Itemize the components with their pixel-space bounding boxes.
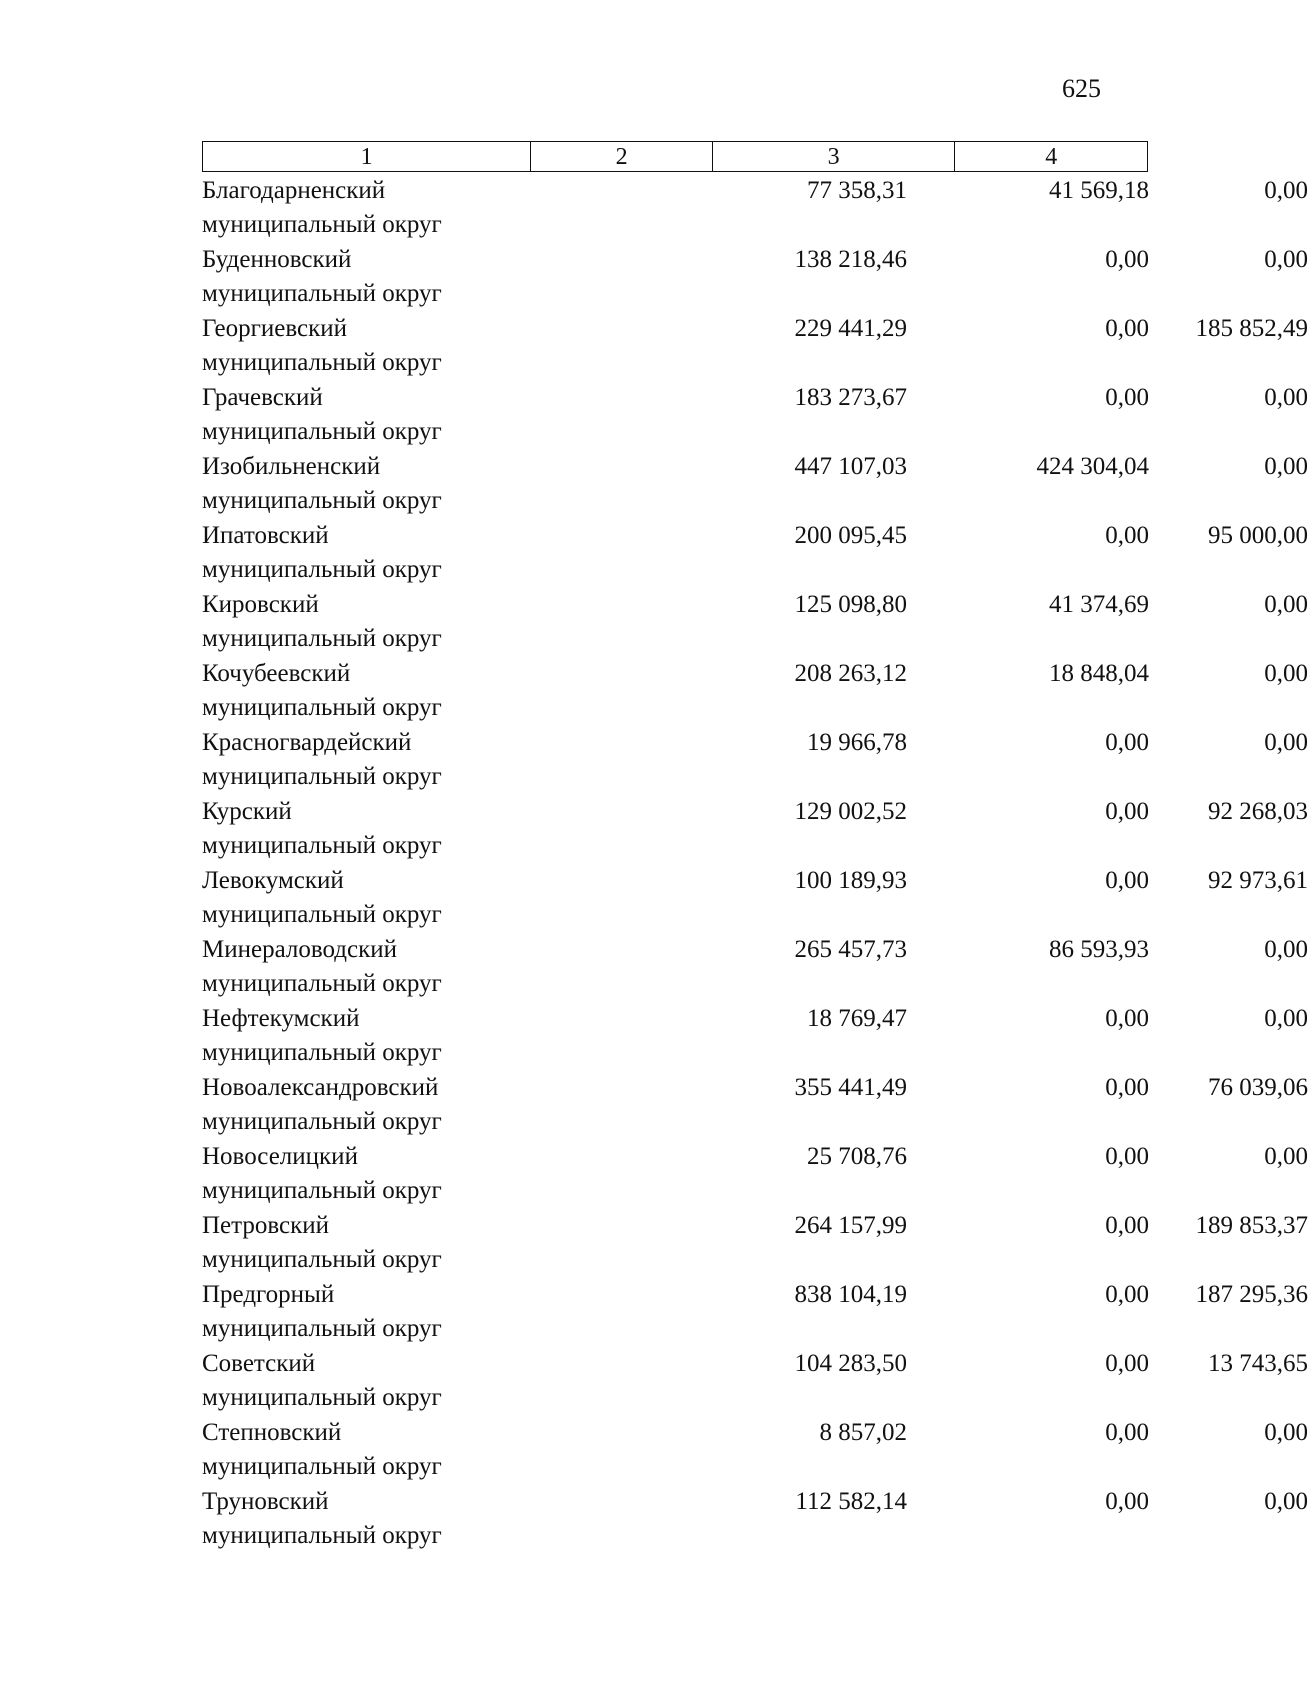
table-row [196, 1207, 1308, 1276]
table-row [196, 655, 1308, 724]
value-col-2: 138 218,46 [794, 246, 907, 273]
district-name: Левокумский [202, 867, 344, 894]
value-col-4: 0,00 [1264, 591, 1308, 618]
value-col-4: 0,00 [1264, 729, 1308, 756]
district-type: муниципальный округ [202, 901, 442, 928]
district-name: Петровский [202, 1212, 330, 1239]
district-type: муниципальный округ [202, 1453, 442, 1480]
value-col-2: 19 966,78 [807, 729, 907, 756]
table-row [196, 931, 1308, 1000]
district-name: Буденновский [202, 246, 352, 273]
district-name-cell [202, 450, 522, 518]
value-col-4: 189 853,37 [1195, 1212, 1308, 1239]
value-col-3: 0,00 [1105, 246, 1149, 273]
district-name-cell [202, 933, 522, 1001]
district-type: муниципальный округ [202, 763, 442, 790]
page-number: 625 [1062, 74, 1101, 103]
district-name: Новоселицкий [202, 1143, 358, 1170]
table-header [202, 141, 1148, 172]
value-col-2: 100 189,93 [794, 867, 907, 894]
district-type: муниципальный округ [202, 625, 442, 652]
district-type: муниципальный округ [202, 832, 442, 859]
value-col-3: 0,00 [1105, 798, 1149, 825]
district-name: Грачевский [202, 384, 323, 411]
district-name-cell [202, 381, 522, 449]
value-col-3: 0,00 [1105, 867, 1149, 894]
district-name-cell [202, 795, 522, 863]
value-col-4: 0,00 [1264, 177, 1308, 204]
value-col-4: 187 295,36 [1195, 1281, 1308, 1308]
district-name-cell [202, 1002, 522, 1070]
district-type: муниципальный округ [202, 1315, 442, 1342]
district-name: Красногвардейский [202, 729, 412, 756]
table-row [196, 724, 1308, 793]
district-name-cell [202, 726, 522, 794]
value-col-3: 0,00 [1105, 522, 1149, 549]
district-type: муниципальный округ [202, 280, 442, 307]
value-col-3: 0,00 [1105, 1281, 1149, 1308]
district-name-cell [202, 312, 522, 380]
value-col-2: 104 283,50 [794, 1350, 907, 1377]
value-col-4: 13 743,65 [1208, 1350, 1308, 1377]
value-col-4: 0,00 [1264, 384, 1308, 411]
value-col-2: 208 263,12 [794, 660, 907, 687]
value-col-4: 0,00 [1264, 1488, 1308, 1515]
district-name: Предгорный [202, 1281, 335, 1308]
value-col-2: 125 098,80 [794, 591, 907, 618]
column-header-4: 4 [1045, 144, 1058, 170]
table-row [196, 586, 1308, 655]
district-name: Георгиевский [202, 315, 348, 342]
value-col-4: 0,00 [1264, 936, 1308, 963]
column-header-2: 2 [531, 142, 713, 171]
district-name: Советский [202, 1350, 316, 1377]
district-name-cell [202, 243, 522, 311]
district-name: Нефтекумский [202, 1005, 360, 1032]
district-name-cell [202, 1416, 522, 1484]
value-col-2: 229 441,29 [794, 315, 907, 342]
district-name-cell [202, 174, 522, 242]
value-col-2: 264 157,99 [794, 1212, 907, 1239]
column-header-1: 1 [203, 142, 531, 171]
district-type: муниципальный округ [202, 1384, 442, 1411]
district-name: Минераловодский [202, 936, 398, 963]
table-row [196, 1345, 1308, 1414]
district-name: Благодарненский [202, 177, 386, 204]
value-col-4: 0,00 [1264, 246, 1308, 273]
table-row [196, 1414, 1308, 1483]
value-col-4: 185 852,49 [1195, 315, 1308, 342]
value-col-4: 0,00 [1264, 453, 1308, 480]
value-col-3: 0,00 [1105, 384, 1149, 411]
value-col-3: 424 304,04 [1036, 453, 1149, 480]
table-row [196, 793, 1308, 862]
value-col-3: 0,00 [1105, 1488, 1149, 1515]
district-name-cell [202, 519, 522, 587]
value-col-3: 0,00 [1105, 1212, 1149, 1239]
value-col-2: 129 002,52 [794, 798, 907, 825]
district-name: Курский [202, 798, 292, 825]
value-col-2: 200 095,45 [794, 522, 907, 549]
district-name-cell [202, 657, 522, 725]
table-row [196, 1276, 1308, 1345]
value-col-2: 183 273,67 [794, 384, 907, 411]
value-col-2: 838 104,19 [794, 1281, 907, 1308]
district-type: муниципальный округ [202, 556, 442, 583]
table-row [196, 1069, 1308, 1138]
district-type: муниципальный округ [202, 1522, 442, 1549]
district-name-cell [202, 1209, 522, 1277]
district-name: Ипатовский [202, 522, 329, 549]
table-row [196, 310, 1308, 379]
value-col-3: 0,00 [1105, 1143, 1149, 1170]
value-col-2: 8 857,02 [819, 1419, 907, 1446]
district-type: муниципальный округ [202, 694, 442, 721]
table-row [196, 862, 1308, 931]
district-type: муниципальный округ [202, 349, 442, 376]
table-body [196, 172, 1308, 1552]
value-col-4: 95 000,00 [1208, 522, 1308, 549]
district-name: Новоалександровский [202, 1074, 439, 1101]
value-col-3: 0,00 [1105, 1005, 1149, 1032]
table-row [196, 172, 1308, 241]
table-row [196, 517, 1308, 586]
district-name-cell [202, 1347, 522, 1415]
district-type: муниципальный округ [202, 418, 442, 445]
value-col-3: 86 593,93 [1049, 936, 1149, 963]
district-name: Степновский [202, 1419, 342, 1446]
value-col-4: 76 039,06 [1208, 1074, 1308, 1101]
value-col-3: 41 374,69 [1049, 591, 1149, 618]
value-col-3: 0,00 [1105, 1074, 1149, 1101]
value-col-4: 0,00 [1264, 1143, 1308, 1170]
table-row [196, 1000, 1308, 1069]
district-name-cell [202, 1485, 522, 1553]
district-name-cell [202, 864, 522, 932]
value-col-3: 41 569,18 [1049, 177, 1149, 204]
table-row [196, 241, 1308, 310]
value-col-2: 447 107,03 [794, 453, 907, 480]
district-name: Труновский [202, 1488, 329, 1515]
value-col-2: 18 769,47 [807, 1005, 907, 1032]
district-type: муниципальный округ [202, 211, 442, 238]
value-col-3: 0,00 [1105, 1419, 1149, 1446]
district-type: муниципальный округ [202, 1246, 442, 1273]
district-name-cell [202, 1071, 522, 1139]
district-name-cell [202, 588, 522, 656]
district-type: муниципальный округ [202, 487, 442, 514]
value-col-4: 0,00 [1264, 1005, 1308, 1032]
table-row [196, 1483, 1308, 1552]
district-name: Изобильненский [202, 453, 381, 480]
value-col-4: 0,00 [1264, 660, 1308, 687]
district-name-cell [202, 1278, 522, 1346]
value-col-2: 355 441,49 [794, 1074, 907, 1101]
district-type: муниципальный округ [202, 1108, 442, 1135]
value-col-3: 0,00 [1105, 315, 1149, 342]
value-col-3: 0,00 [1105, 1350, 1149, 1377]
value-col-4: 0,00 [1264, 1419, 1308, 1446]
table-row [196, 448, 1308, 517]
value-col-4: 92 268,03 [1208, 798, 1308, 825]
value-col-2: 265 457,73 [794, 936, 907, 963]
district-type: муниципальный округ [202, 970, 442, 997]
district-name: Кировский [202, 591, 319, 618]
district-type: муниципальный округ [202, 1177, 442, 1204]
table-row [196, 1138, 1308, 1207]
column-header-3: 3 [713, 142, 955, 171]
value-col-2: 25 708,76 [807, 1143, 907, 1170]
district-name-cell [202, 1140, 522, 1208]
district-type: муниципальный округ [202, 1039, 442, 1066]
value-col-3: 18 848,04 [1049, 660, 1149, 687]
value-col-3: 0,00 [1105, 729, 1149, 756]
table-row [196, 379, 1308, 448]
value-col-4: 92 973,61 [1208, 867, 1308, 894]
value-col-2: 112 582,14 [795, 1488, 907, 1515]
value-col-2: 77 358,31 [807, 177, 907, 204]
district-name: Кочубеевский [202, 660, 351, 687]
